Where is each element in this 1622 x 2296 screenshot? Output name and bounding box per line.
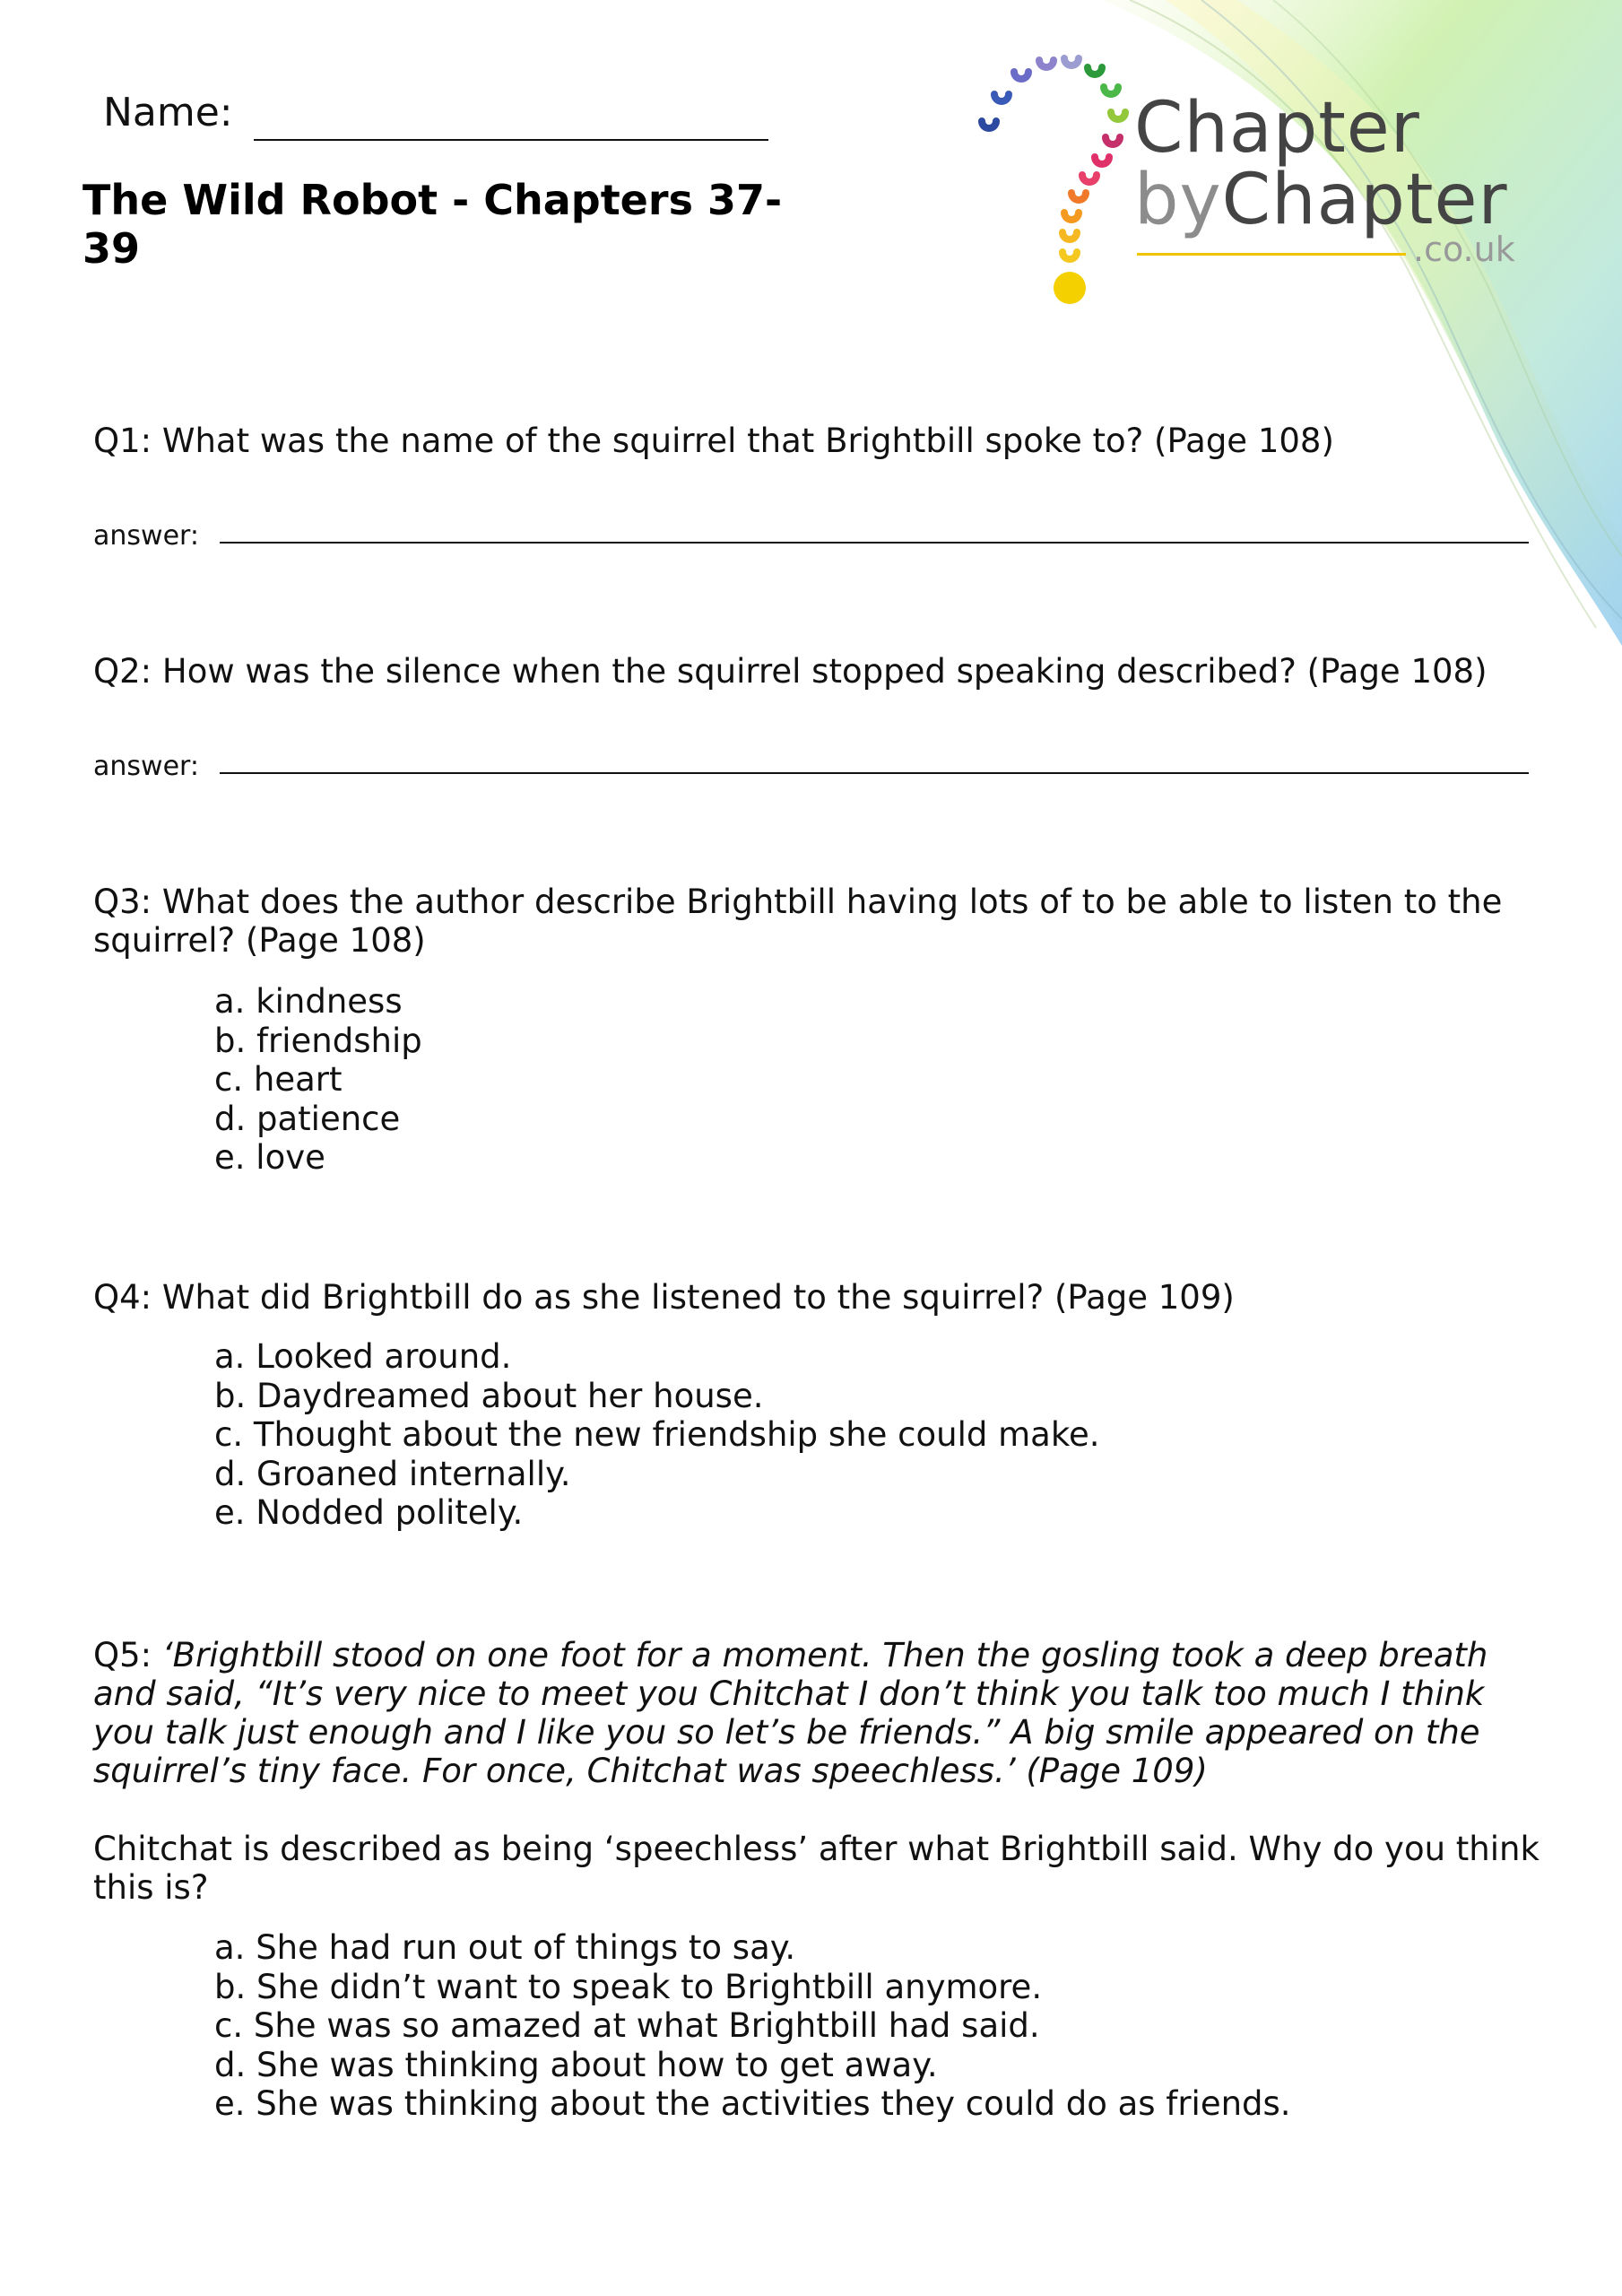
logo-text-by: by — [1134, 160, 1222, 240]
name-answer-line[interactable] — [254, 139, 768, 141]
option-c[interactable]: c. She was so amazed at what Brightbill had said. — [214, 2006, 1040, 2045]
option-a[interactable]: a. She had run out of things to say. — [214, 1928, 796, 1967]
option-b[interactable]: b. friendship — [214, 1021, 422, 1060]
option-c[interactable]: c. Thought about the new friendship she could make. — [214, 1415, 1100, 1454]
question-2: Q2: How was the silence when the squirrel stopped speaking described? (Page 108) — [93, 652, 1488, 691]
question-4-options — [214, 1337, 1099, 1533]
logo-text-chapter: Chapter — [1134, 88, 1420, 169]
name-label: Name: — [103, 90, 233, 135]
question-5: Chitchat is described as being ‘speechless’ after what Brightbill said. Why do you think this is? — [93, 1830, 1540, 1907]
question-5-options — [214, 1928, 1291, 2124]
question-1: Q1: What was the name of the squirrel that Brightbill spoke to? (Page 108) — [93, 422, 1334, 460]
question-5-passage — [93, 1636, 1510, 1790]
logo-text-bychapter — [1134, 160, 1508, 240]
option-e[interactable]: e. love — [214, 1138, 325, 1177]
option-d[interactable]: d. Groaned internally. — [214, 1454, 571, 1493]
option-e[interactable]: e. She was thinking about the activities they could do as friends. — [214, 2084, 1291, 2123]
logo-text-chapter-2: Chapter — [1221, 160, 1508, 240]
question-3-options — [214, 982, 422, 1178]
option-a[interactable]: a. Looked around. — [214, 1337, 512, 1376]
option-d[interactable]: d. patience — [214, 1099, 401, 1138]
question-3: Q3: What does the author describe Brightbill having lots of to be able to listen to the squirrel? (Page 108) — [93, 883, 1503, 960]
option-b[interactable]: b. Daydreamed about her house. — [214, 1376, 764, 1415]
logo-underline — [1137, 253, 1406, 256]
option-c[interactable]: c. heart — [214, 1060, 343, 1099]
answer-line-1[interactable] — [220, 542, 1529, 544]
answer-label-1: answer: — [93, 520, 199, 552]
option-a[interactable]: a. kindness — [214, 982, 403, 1021]
question-5-quote: ‘Brightbill stood on one foot for a moment. Then the gosling took a deep breath and said, “It’s very nice to meet you Chitchat I don’t think you talk too much I think you talk just enough and I like you so let’s be friends.” A big smile appeared on the squirrel’s tiny face. For once, Chitchat was speechless.’ (Page 109) — [93, 1636, 1488, 1790]
option-d[interactable]: d. She was thinking about how to get away. — [214, 2045, 938, 2084]
question-4: Q4: What did Brightbill do as she listened to the squirrel? (Page 109) — [93, 1278, 1235, 1317]
option-e[interactable]: e. Nodded politely. — [214, 1493, 524, 1532]
logo-domain: .co.uk — [1413, 230, 1515, 269]
option-b[interactable]: b. She didn’t want to speak to Brightbill anymore. — [214, 1967, 1043, 2006]
question-5-label: Q5: — [93, 1636, 162, 1674]
answer-label-2: answer: — [93, 751, 199, 782]
page-title: The Wild Robot - Chapters 37-39 — [82, 176, 783, 273]
answer-line-2[interactable] — [220, 772, 1529, 774]
